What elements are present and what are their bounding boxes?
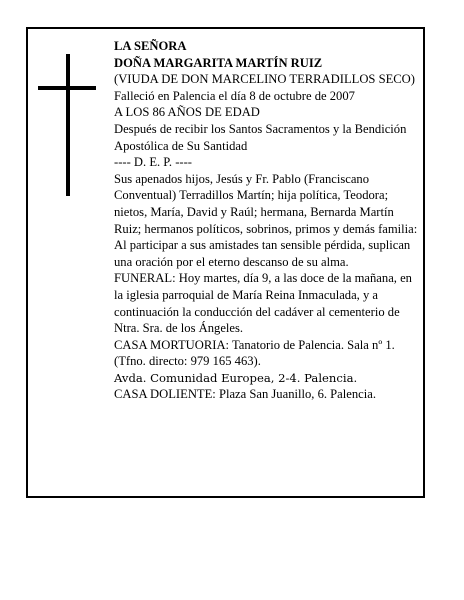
deceased-name: DOÑA MARGARITA MARTÍN RUIZ bbox=[114, 55, 323, 70]
rip: ---- D. E. P. ---- bbox=[114, 155, 192, 170]
cross-horizontal-bar bbox=[38, 86, 96, 90]
mourners: Sus apenados hijos, Jesús y Fr. Pablo (Franciscano Conventual) Terradillos Martín; hija política, Teodora; nietos, María, David y Raúl; hermana, Bernarda Martín Ruiz; hermanos políticos, sobrinos, primos y demás familia: bbox=[114, 171, 418, 236]
cross-vertical-bar bbox=[66, 54, 70, 196]
casa-mortuoria: CASA MORTUORIA: Tanatorio de Palencia. Sala nº 1. (Tfno. directo: 979 165 463). bbox=[114, 337, 395, 369]
casa-doliente: CASA DOLIENTE: Plaza San Juanillo, 6. Palencia. bbox=[114, 387, 376, 402]
widow-of: (VIUDA DE DON MARCELINO TERRADILLOS SECO) bbox=[114, 72, 415, 87]
age: A LOS 86 AÑOS DE EDAD bbox=[114, 105, 260, 120]
heading-title: LA SEÑORA bbox=[114, 39, 187, 53]
obituary-text bbox=[114, 38, 420, 403]
funeral: FUNERAL: Hoy martes, día 9, a las doce de la mañana, en la iglesia parroquial de María Reina Inmaculada, y a continuación la conducción del cadáver al cementerio de Ntra. Sra. de los Ángeles. bbox=[114, 271, 412, 336]
sacraments: Después de recibir los Santos Sacramentos y la Bendición Apostólica de Su Santidad bbox=[114, 121, 407, 153]
request: Al participar a sus amistades tan sensible pérdida, suplican una oración por el eterno descanso de su alma. bbox=[114, 238, 411, 269]
death-info: Falleció en Palencia el día 8 de octubre de 2007 bbox=[114, 88, 355, 103]
address: Avda. Comunidad Europea, 2-4. Palencia. bbox=[114, 370, 358, 385]
